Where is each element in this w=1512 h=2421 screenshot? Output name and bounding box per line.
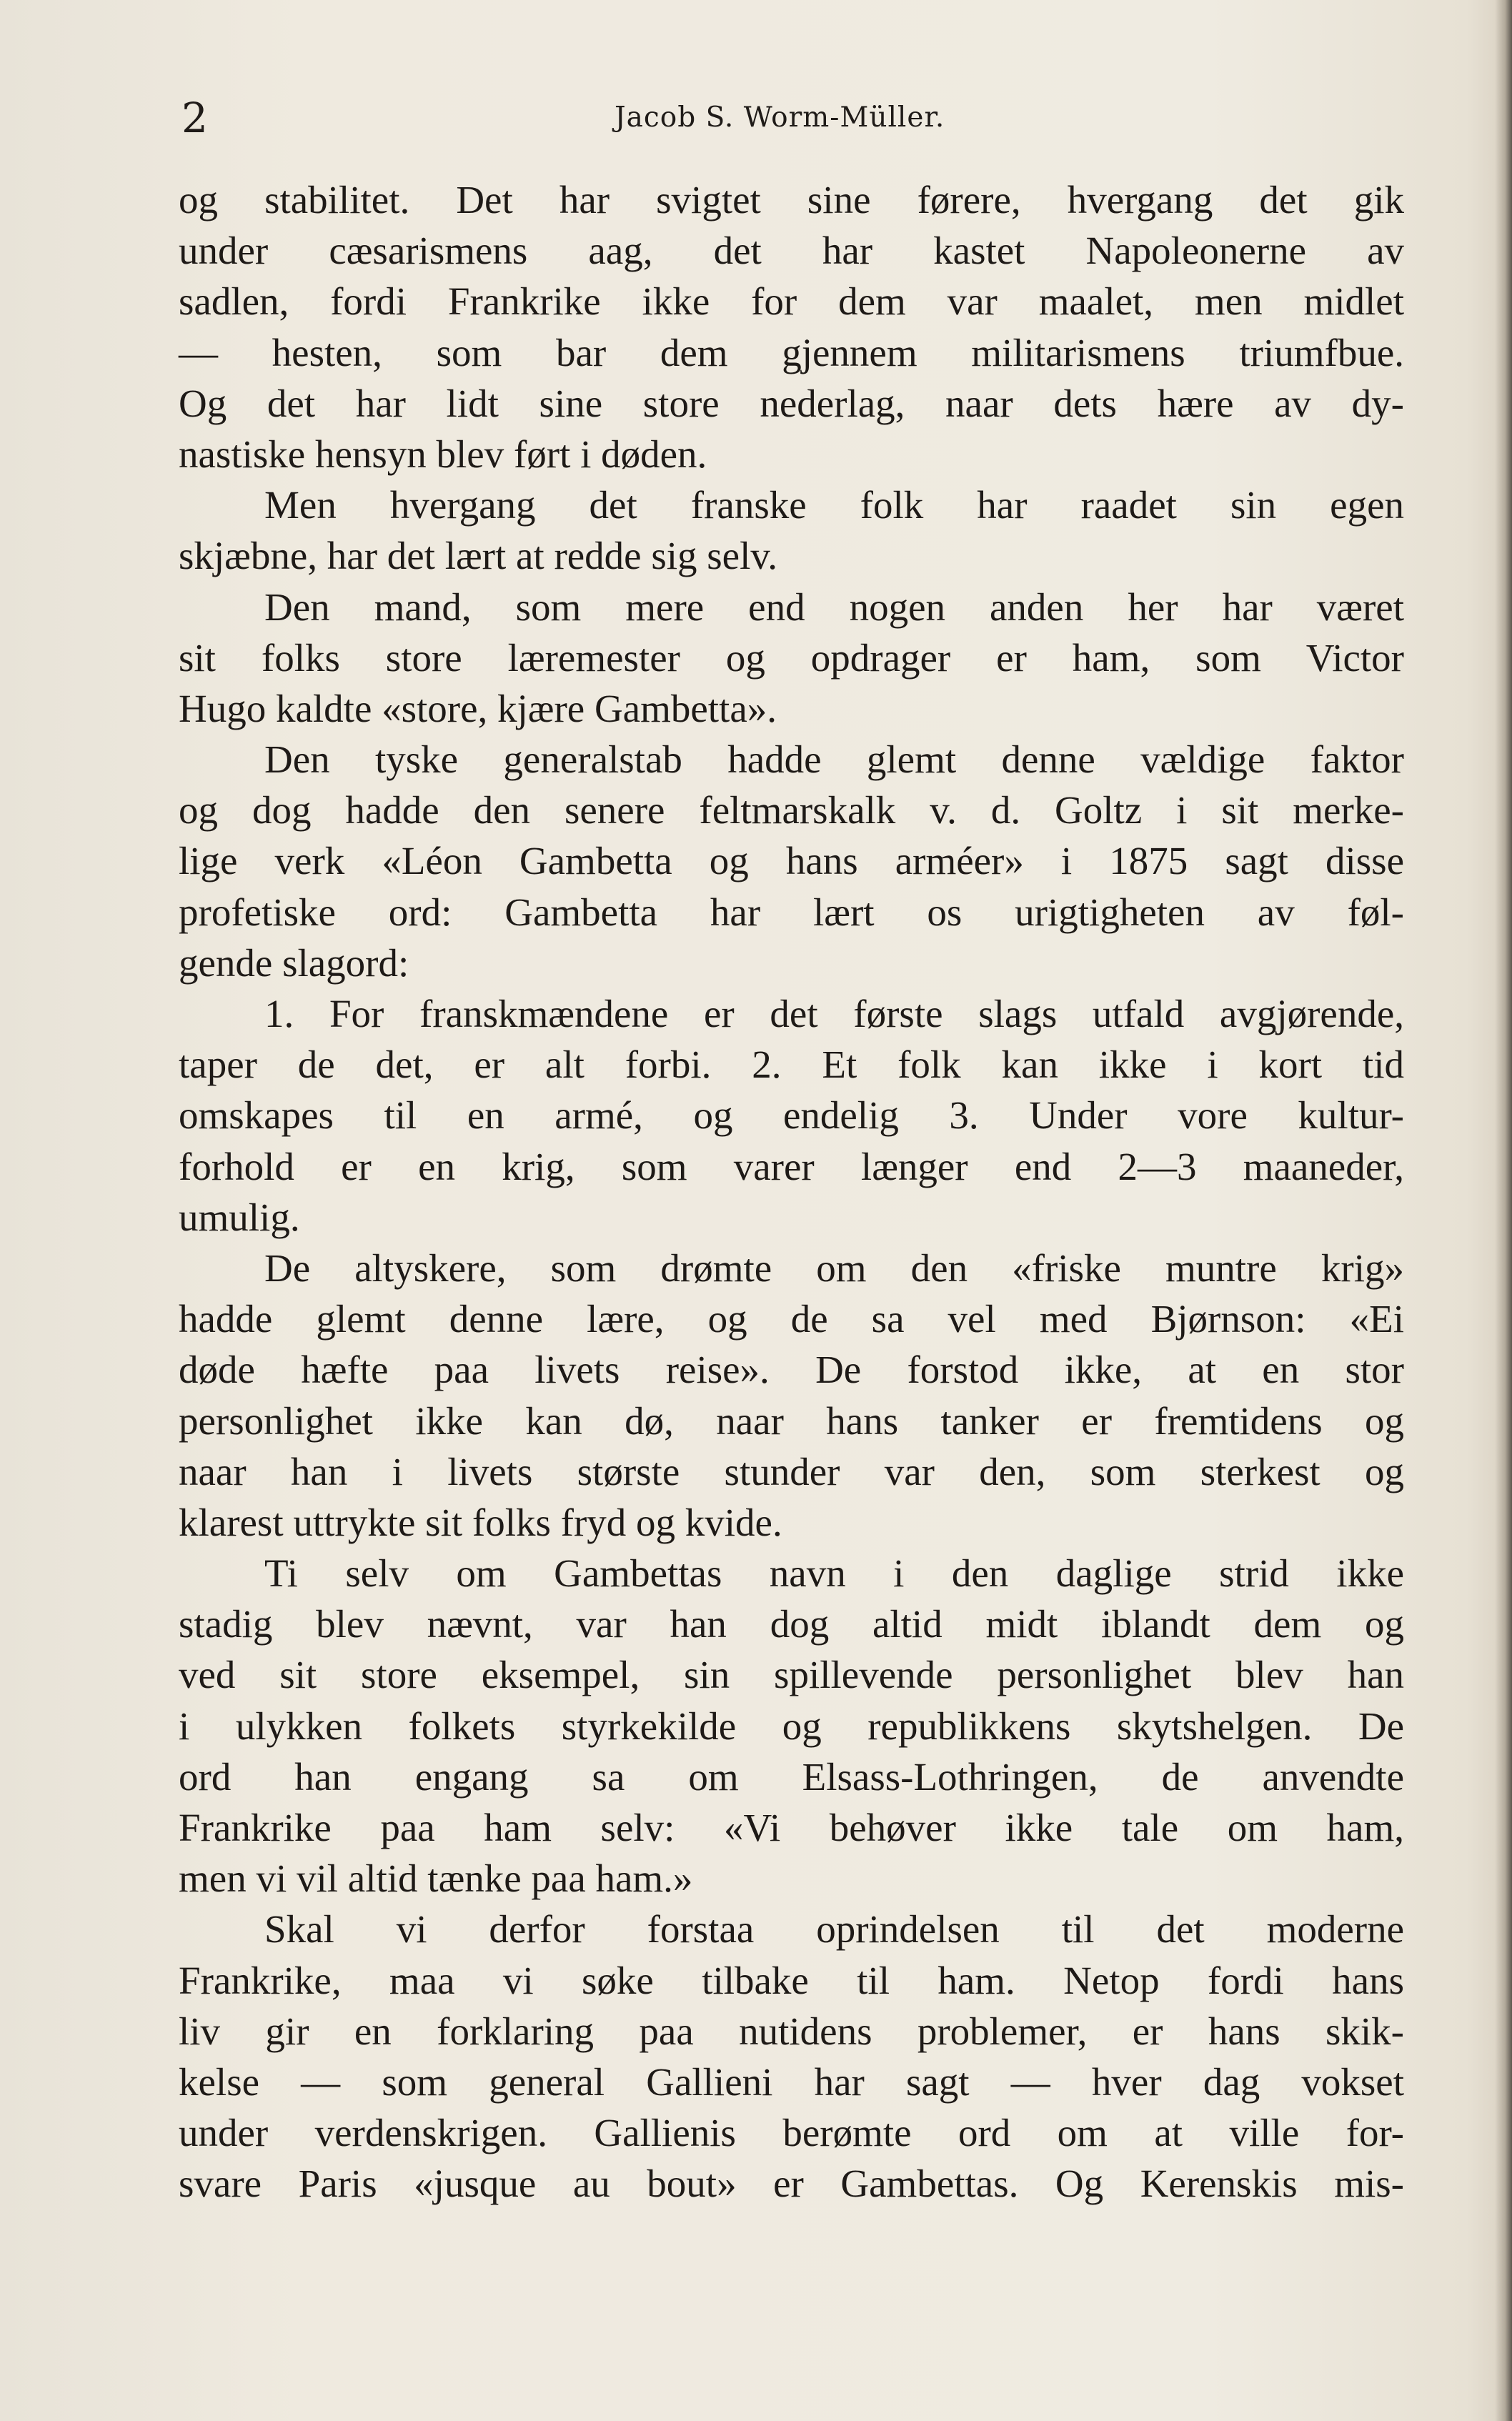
text-line: ved sit store eksempel, sin spillevende personlighet blev han <box>179 1653 1404 1697</box>
text-line: under verdenskrigen. Gallienis berømte ord om at ville for- <box>179 2111 1404 2155</box>
text-line: umulig. <box>179 1195 300 1239</box>
text-line: Ti selv om Gambettas navn i den daglige strid ikke <box>264 1551 1404 1596</box>
text-line: Skal vi derfor forstaa oprindelsen til det moderne <box>264 1907 1404 1952</box>
text-line: naar han i livets største stunder var den, som sterkest og <box>179 1449 1404 1493</box>
text-line: liv gir en forklaring paa nutidens problemer, er hans skik- <box>179 2009 1404 2053</box>
page-number: 2 <box>181 94 208 142</box>
text-line: Frankrike, maa vi søke tilbake til ham. Netop fordi hans <box>179 1958 1404 2002</box>
text-line: taper de det, er alt forbi. 2. Et folk kan ikke i kort tid <box>179 1043 1404 1087</box>
text-line: hadde glemt denne lære, og de sa vel med Bjørnson: «Ei <box>179 1297 1404 1341</box>
text-line: lige verk «Léon Gambetta og hans arméer» i 1875 sagt disse <box>179 839 1404 883</box>
text-line: Den tyske generalstab hadde glemt denne vældige faktor <box>264 737 1404 782</box>
text-line: Men hvergang det franske folk har raadet sin egen <box>264 483 1404 527</box>
text-line: klarest uttrykte sit folks fryd og kvide. <box>179 1500 782 1544</box>
text-line: Den mand, som mere end nogen anden her har været <box>264 585 1404 629</box>
text-line: Og det har lidt sine store nederlag, naar dets hære av dy- <box>179 381 1404 425</box>
text-line: skjæbne, har det lært at redde sig selv. <box>179 534 778 578</box>
text-line: kelse — som general Gallieni har sagt — hver dag vokset <box>179 2059 1404 2104</box>
text-line: svare Paris «jusque au bout» er Gambettas. Og Kerenskis mis- <box>179 2162 1404 2206</box>
text-line: profetiske ord: Gambetta har lært os urigtigheten av føl- <box>179 890 1404 934</box>
page-header <box>179 89 1404 146</box>
text-line: og stabilitet. Det har svigtet sine førere, hvergang det gik <box>179 178 1404 222</box>
page-edge-shadow <box>1495 0 1512 2421</box>
text-line: De altyskere, som drømte om den «friske muntre krig» <box>264 1246 1404 1290</box>
text-line: nastiske hensyn blev ført i døden. <box>179 432 707 476</box>
text-line: personlighet ikke kan dø, naar hans tanker er fremtidens og <box>179 1398 1404 1443</box>
text-line: under cæsarismens aag, det har kastet Napoleonerne av <box>179 229 1404 273</box>
body-text <box>179 174 1404 2209</box>
text-line: i ulykken folkets styrkekilde og republikkens skytshelgen. De <box>179 1704 1404 1748</box>
text-line: 1. For franskmændene er det første slags utfald avgjørende, <box>264 992 1404 1035</box>
text-line: stadig blev nævnt, var han dog altid midt iblandt dem og <box>179 1602 1404 1646</box>
text-line: omskapes til en armé, og endelig 3. Under vore kultur- <box>179 1093 1404 1138</box>
text-line: gende slagord: <box>179 940 409 985</box>
running-head: Jacob S. Worm-Müller. <box>615 101 945 134</box>
text-line: men vi vil altid tænke paa ham.» <box>179 1856 693 1901</box>
text-line: sit folks store læremester og opdrager er ham, som Victor <box>179 635 1404 680</box>
text-line: Frankrike paa ham selv: «Vi behøver ikke tale om ham, <box>179 1806 1404 1849</box>
text-line: — hesten, som bar dem gjennem militarismens triumfbue. <box>179 330 1404 374</box>
text-line: forhold er en krig, som varer længer end 2—3 maaneder, <box>179 1144 1404 1188</box>
text-line: døde hæfte paa livets reise». De forstod ikke, at en stor <box>179 1348 1404 1392</box>
text-line: ord han engang sa om Elsass-Lothringen, de anvendte <box>179 1754 1404 1799</box>
text-line: sadlen, fordi Frankrike ikke for dem var maalet, men midlet <box>179 279 1404 324</box>
text-line: og dog hadde den senere feltmarskalk v. d. Goltz i sit merke- <box>179 788 1404 832</box>
text-line: Hugo kaldte «store, kjære Gambetta». <box>179 686 777 730</box>
